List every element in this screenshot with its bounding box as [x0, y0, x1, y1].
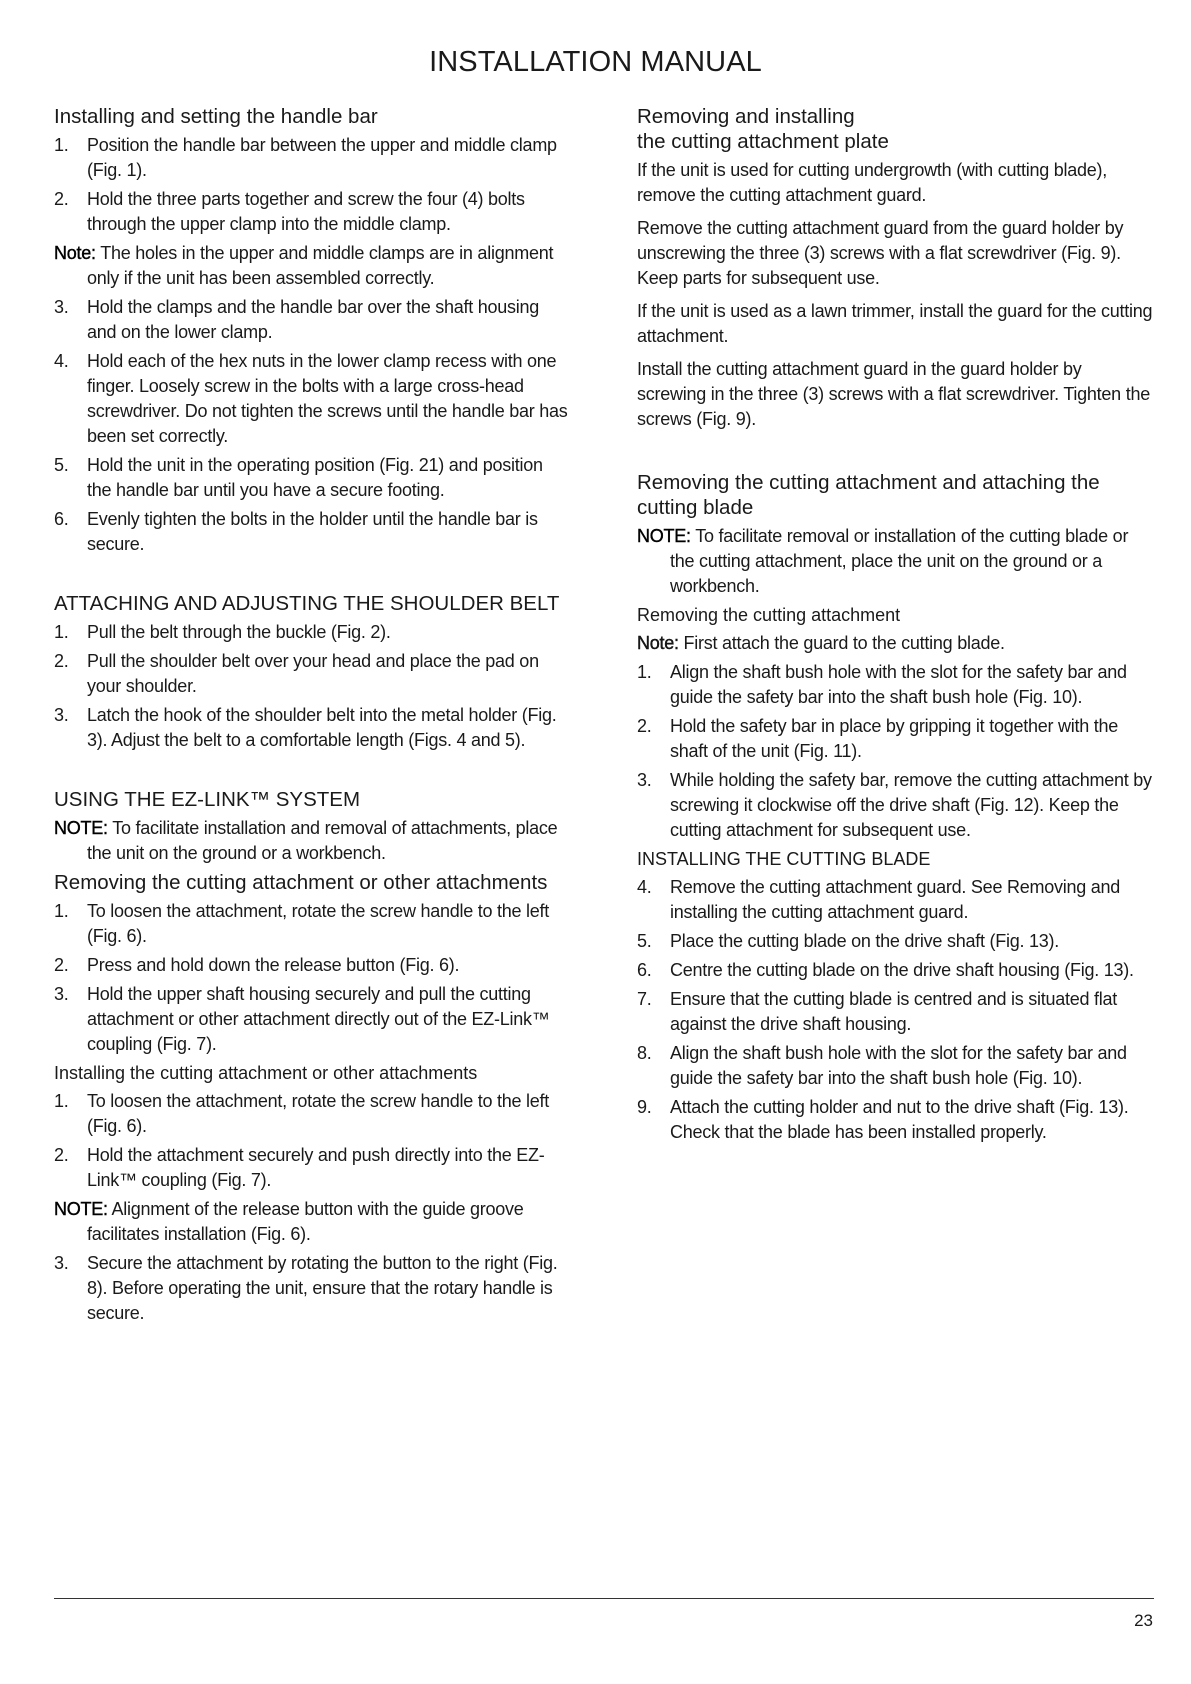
handle-bar-steps-b: [54, 295, 570, 557]
list-item-number: 3.: [637, 770, 652, 790]
list-item-number: 5.: [637, 931, 652, 951]
list-item-text: Remove the cutting attachment guard. See Removing and installing the cutting attachment guard.: [670, 877, 1121, 922]
removing-attachment-steps: [54, 899, 570, 1057]
list-item-number: 6.: [637, 960, 652, 980]
list-item: [54, 703, 570, 753]
list-item-text: Hold the unit in the operating position (Fig. 21) and position the handle bar until you have a secure footing.: [87, 455, 543, 500]
left-column: [54, 104, 570, 1330]
list-item-text: Hold the three parts together and screw the four (4) bolts through the upper clamp into the middle clamp.: [87, 189, 525, 234]
list-item: [637, 714, 1153, 764]
right-column: [637, 104, 1153, 1149]
list-item-text: While holding the safety bar, remove the cutting attachment by screwing it clockwise off the drive shaft (Fig. 12). Keep the cutting attachment for subsequent use.: [670, 770, 1152, 840]
list-item-number: 5.: [54, 455, 69, 475]
list-item: [54, 295, 570, 345]
list-item-number: 3.: [54, 1253, 69, 1273]
page-number: 23: [1134, 1611, 1153, 1630]
list-item-text: Hold the upper shaft housing securely and pull the cutting attachment or other attachment directly out of the EZ-Link™ coupling (Fig. 7).: [87, 984, 550, 1054]
list-item: [54, 953, 570, 978]
paragraph: If the unit is used for cutting undergrowth (with cutting blade), remove the cutting attachment guard.: [637, 160, 1108, 205]
paragraph: If the unit is used as a lawn trimmer, install the guard for the cutting attachment.: [637, 301, 1153, 346]
note-label: NOTE:: [54, 818, 108, 838]
note-label: Note:: [637, 633, 679, 653]
installing-attachment-steps-a: [54, 1089, 570, 1193]
note-guard: [637, 631, 1153, 656]
list-item: [54, 1251, 570, 1326]
list-item-number: 3.: [54, 984, 69, 1004]
section-heading-attachment-plate: [637, 104, 1153, 154]
page-title: INSTALLATION MANUAL: [429, 46, 762, 78]
list-item-text: To loosen the attachment, rotate the screw handle to the left (Fig. 6).: [87, 901, 550, 946]
list-item-text: Hold the clamps and the handle bar over the shaft housing and on the lower clamp.: [87, 297, 540, 342]
list-item: [637, 1041, 1153, 1091]
subheading-installing-blade: INSTALLING THE CUTTING BLADE: [637, 849, 931, 869]
list-item-number: 1.: [54, 1091, 69, 1111]
list-item-text: Place the cutting blade on the drive shaft (Fig. 13).: [670, 931, 1059, 951]
list-item: [54, 187, 570, 237]
list-item-number: 7.: [637, 989, 652, 1009]
note-label: NOTE:: [637, 526, 691, 546]
list-item-text: Hold each of the hex nuts in the lower clamp recess with one finger. Loosely screw in the bolts with a large cross-head screwdriver. Do not tighten the screws until the handle bar has been set correctly.: [87, 351, 568, 446]
list-item-number: 1.: [637, 662, 652, 682]
list-item-number: 2.: [54, 1145, 69, 1165]
heading-line-1: Removing and installing: [637, 105, 855, 128]
list-item-text: Ensure that the cutting blade is centred and is situated flat against the drive shaft housing.: [670, 989, 1118, 1034]
list-item: [54, 1089, 570, 1139]
paragraph: Install the cutting attachment guard in the guard holder by screwing in the three (3) screws with a flat screwdriver. Tighten the screws (Fig. 9).: [637, 359, 1150, 429]
list-item: [54, 620, 570, 645]
paragraph: Remove the cutting attachment guard from the guard holder by unscrewing the three (3) screws with a flat screwdriver (Fig. 9). Keep parts for subsequent use.: [637, 218, 1124, 288]
note-label: NOTE:: [54, 1199, 108, 1219]
note-label: Note:: [54, 243, 96, 263]
list-item-number: 1.: [54, 901, 69, 921]
list-item: [637, 958, 1153, 983]
list-item-number: 4.: [637, 877, 652, 897]
list-item: [54, 649, 570, 699]
list-item-text: To loosen the attachment, rotate the screw handle to the left (Fig. 6).: [87, 1091, 550, 1136]
list-item-text: Hold the attachment securely and push directly into the EZ-Link™ coupling (Fig. 7).: [87, 1145, 545, 1190]
list-item: [54, 349, 570, 449]
attachment-plate-paragraphs: [637, 158, 1153, 432]
subheading-installing-attachment: Installing the cutting attachment or other attachments: [54, 1063, 478, 1083]
note-text: To facilitate installation and removal of attachments, place the unit on the ground or a workbench.: [87, 818, 558, 863]
list-item: [54, 899, 570, 949]
list-item-text: Pull the belt through the buckle (Fig. 2).: [87, 622, 391, 642]
list-item-text: Align the shaft bush hole with the slot for the safety bar and guide the safety bar into the shaft bush hole (Fig. 10).: [670, 662, 1127, 707]
list-item: [54, 453, 570, 503]
note-text: The holes in the upper and middle clamps are in alignment only if the unit has been assembled correctly.: [87, 243, 554, 288]
list-item: [637, 768, 1153, 843]
list-item-text: Position the handle bar between the upper and middle clamp (Fig. 1).: [87, 135, 557, 180]
handle-bar-steps-a: [54, 133, 570, 237]
list-item: [54, 507, 570, 557]
note-text: Alignment of the release button with the guide groove facilitates installation (Fig. 6).: [87, 1199, 524, 1244]
list-item-text: Align the shaft bush hole with the slot for the safety bar and guide the safety bar into the shaft bush hole (Fig. 10).: [670, 1043, 1127, 1088]
list-item-number: 3.: [54, 297, 69, 317]
list-item-number: 1.: [54, 622, 69, 642]
list-item: [637, 875, 1153, 925]
list-item: [637, 1095, 1153, 1145]
list-item-number: 9.: [637, 1097, 652, 1117]
list-item-number: 8.: [637, 1043, 652, 1063]
note-ez-link: [54, 816, 570, 866]
list-item: [54, 1143, 570, 1193]
note-text: To facilitate removal or installation of the cutting blade or the cutting attachment, place the unit on the ground or a workbench.: [670, 526, 1129, 596]
section-heading-handle-bar: Installing and setting the handle bar: [54, 105, 378, 128]
removing-cutting-attachment-steps: [637, 660, 1153, 843]
note-alignment: [54, 1197, 570, 1247]
list-item: [637, 929, 1153, 954]
section-heading-cutting-blade: Removing the cutting attachment and attaching the cutting blade: [637, 471, 1100, 519]
list-item-number: 6.: [54, 509, 69, 529]
note-text: First attach the guard to the cutting blade.: [678, 633, 1005, 653]
heading-line-2: the cutting attachment plate: [637, 130, 889, 153]
list-item-number: 2.: [637, 716, 652, 736]
section-heading-shoulder-belt: ATTACHING AND ADJUSTING THE SHOULDER BELT: [54, 592, 560, 615]
list-item-number: 3.: [54, 705, 69, 725]
list-item: [637, 660, 1153, 710]
list-item: [637, 987, 1153, 1037]
list-item-text: Latch the hook of the shoulder belt into the metal holder (Fig. 3). Adjust the belt to a comfortable length (Figs. 4 and 5).: [87, 705, 557, 750]
footer-rule: [54, 1598, 1154, 1599]
installing-blade-steps: [637, 875, 1153, 1145]
list-item-number: 2.: [54, 955, 69, 975]
note-clamps: [54, 241, 570, 291]
list-item-text: Centre the cutting blade on the drive shaft housing (Fig. 13).: [670, 960, 1134, 980]
list-item-text: Pull the shoulder belt over your head and place the pad on your shoulder.: [87, 651, 539, 696]
subheading-removing-attachment: Removing the cutting attachment or other attachments: [54, 871, 548, 894]
installing-attachment-steps-b: [54, 1251, 570, 1326]
section-heading-ez-link: USING THE EZ-LINK™ SYSTEM: [54, 788, 361, 811]
subheading-removing-cutting-attachment: Removing the cutting attachment: [637, 605, 901, 625]
list-item-text: Hold the safety bar in place by gripping it together with the shaft of the unit (Fig. 11).: [670, 716, 1119, 761]
note-cutting-blade: [637, 524, 1153, 599]
list-item-number: 4.: [54, 351, 69, 371]
list-item-text: Secure the attachment by rotating the button to the right (Fig. 8). Before operating the unit, ensure that the rotary handle is secure.: [87, 1253, 558, 1323]
list-item-text: Attach the cutting holder and nut to the drive shaft (Fig. 13). Check that the blade has been installed properly.: [670, 1097, 1129, 1142]
list-item-text: Evenly tighten the bolts in the holder until the handle bar is secure.: [87, 509, 538, 554]
list-item-number: 2.: [54, 189, 69, 209]
shoulder-belt-steps: [54, 620, 570, 753]
list-item-number: 2.: [54, 651, 69, 671]
list-item-text: Press and hold down the release button (Fig. 6).: [87, 955, 460, 975]
list-item: [54, 133, 570, 183]
list-item-number: 1.: [54, 135, 69, 155]
list-item: [54, 982, 570, 1057]
